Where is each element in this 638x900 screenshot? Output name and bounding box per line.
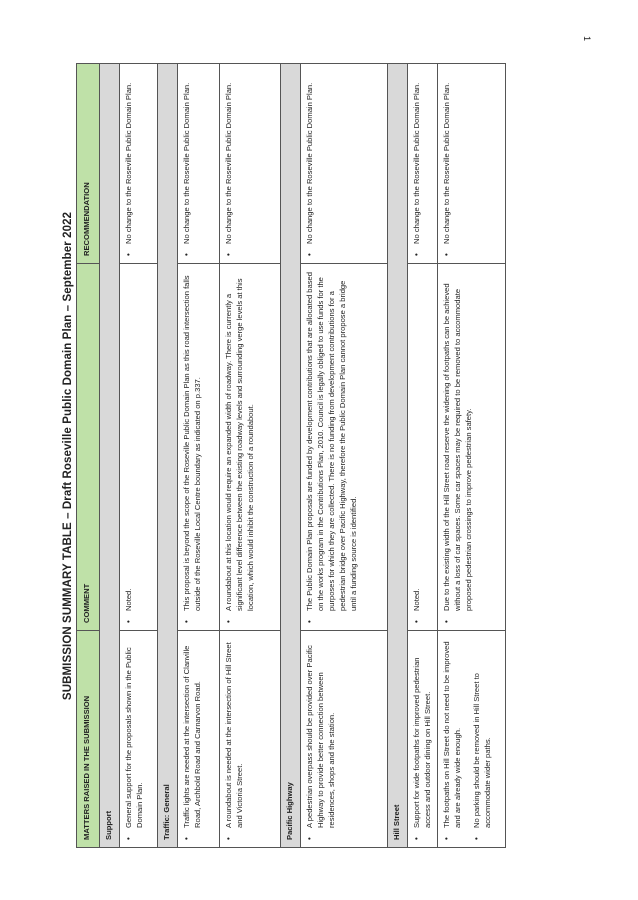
- comment-cell: [220, 264, 281, 631]
- matter-cell: [301, 631, 388, 848]
- comment-cell: [301, 264, 388, 631]
- list-item: • Noted.: [123, 271, 134, 611]
- list-item: • Support for wide footpaths for improved pedestrian access and outdoor dining on Hill Street.: [411, 638, 433, 828]
- recommendation-cell: [178, 64, 220, 264]
- comment-cell: [178, 264, 220, 631]
- list-item: • Traffic lights are needed at the intersection of Clanville Road, Archbold Road and Carnarvon Road.: [181, 638, 203, 828]
- section-row-hill: [388, 64, 408, 848]
- matter-cell: [220, 631, 281, 848]
- section-label: Hill Street: [388, 64, 408, 848]
- matter-cell: [438, 631, 506, 848]
- rotated-page-content: [62, 64, 538, 848]
- header-recommendation: RECOMMENDATION: [77, 64, 100, 264]
- list-item: • No change to the Roseville Public Domain Plan.: [441, 71, 452, 244]
- table-row: [438, 64, 506, 848]
- section-label: Traffic: General: [158, 64, 178, 848]
- recommendation-cell: [438, 64, 506, 264]
- table-header-row: [77, 64, 100, 848]
- table-row: [301, 64, 388, 848]
- table-row: [220, 64, 281, 848]
- list-item: • No change to the Roseville Public Domain Plan.: [223, 71, 234, 244]
- section-row-support: [100, 64, 120, 848]
- header-comment: COMMENT: [77, 264, 100, 631]
- list-item: • No parking should be removed in Hill Street to accommodate wider paths.: [471, 638, 493, 828]
- comment-cell: [438, 264, 506, 631]
- list-item: • No change to the Roseville Public Domain Plan.: [304, 71, 315, 244]
- table-row: [178, 64, 220, 848]
- page-title: SUBMISSION SUMMARY TABLE – Draft Roseville Public Domain Plan – September 2022: [62, 211, 74, 701]
- list-item: • Due to the existing width of the Hill Street road reserve the widening of footpaths can be achieved without a loss of car spaces. Some car spaces may be required to be removed to accommodate proposed pedestrian crossings to improve pedestrian safety.: [441, 271, 474, 611]
- recommendation-cell: [301, 64, 388, 264]
- list-item: • This proposal is beyond the scope of the Roseville Public Domain Plan as this road intersection falls outside of the Roseville Local Centre boundary as indicated on p.337.: [181, 271, 203, 611]
- section-label: Pacific Highway: [281, 64, 301, 848]
- list-item: • A roundabout at this location would require an expanded width of roadway. There is currently a significant level difference between the existing roadway levels and surrounding verge levels at this location, which would inhibit the construction of a roundabout.: [223, 271, 256, 611]
- comment-cell: [120, 264, 158, 631]
- recommendation-cell: [220, 64, 281, 264]
- header-matters: MATTERS RAISED IN THE SUBMISSION: [77, 631, 100, 848]
- recommendation-cell: [120, 64, 158, 264]
- section-row-traffic: [158, 64, 178, 848]
- list-item: • No change to the Roseville Public Domain Plan.: [123, 71, 134, 244]
- comment-cell: [408, 264, 438, 631]
- list-item: • No change to the Roseville Public Domain Plan.: [181, 71, 192, 244]
- matter-cell: [178, 631, 220, 848]
- section-row-pacific: [281, 64, 301, 848]
- list-item: • Noted.: [411, 271, 422, 611]
- list-item: • General support for the proposals shown in the Public Domain Plan.: [123, 638, 145, 828]
- list-item: • The Public Domain Plan proposals are funded by development contributions that are allocated based on the works program in the Contributions Plan, 2010. Council is legally obliged to use funds for the purposes for which they are collected. There is no funding from development contributions for a pedestrian bridge over Pacific Highway, therefore the Public Domain Plan cannot propose a bridge until a funding source is identified.: [304, 271, 359, 611]
- list-item: • The footpaths on Hill Street do not need to be improved and are already wide enough.: [441, 638, 463, 828]
- table-row: [408, 64, 438, 848]
- section-label: Support: [100, 64, 120, 848]
- table-row: [120, 64, 158, 848]
- recommendation-cell: [408, 64, 438, 264]
- matter-cell: [120, 631, 158, 848]
- page-number: 1: [582, 36, 592, 42]
- matter-cell: [408, 631, 438, 848]
- list-item: • A pedestrian overpass should be provided over Pacific Highway to provide better connection between residences, shops and the station.: [304, 638, 337, 828]
- list-item: • A roundabout is needed at the intersection of Hill Street and Victoria Street.: [223, 638, 245, 828]
- list-item: • No change to the Roseville Public Domain Plan.: [411, 71, 422, 244]
- submission-summary-table: [76, 63, 506, 848]
